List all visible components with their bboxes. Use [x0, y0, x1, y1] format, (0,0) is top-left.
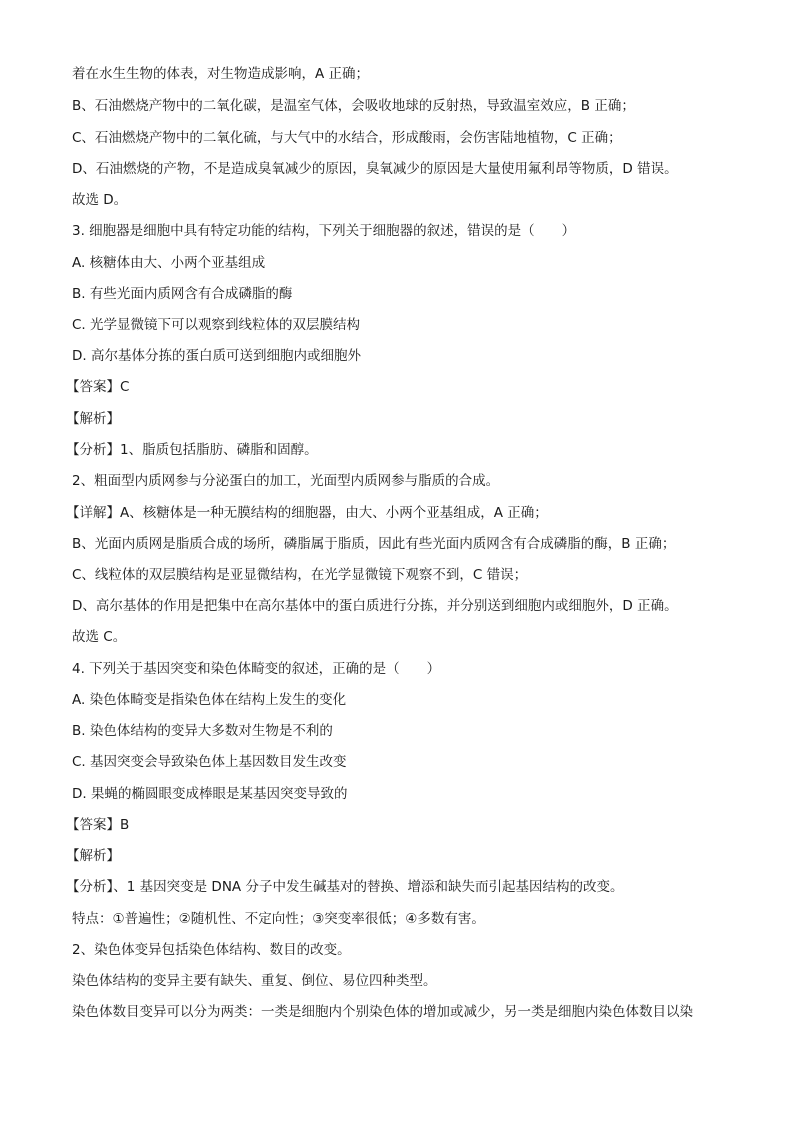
- question-3-option-a: A. 核糖体由大、小两个亚基组成: [72, 255, 266, 271]
- text-line: D、高尔基体的作用是把集中在高尔基体中的蛋白质进行分拣，并分别送到细胞内或细胞外，D 正确。: [72, 598, 678, 614]
- question-4-option-a: A. 染色体畸变是指染色体在结构上发生的变化: [72, 692, 347, 708]
- question-3-analysis-heading: 【解析】: [66, 411, 120, 427]
- question-4-analysis-heading: 【解析】: [66, 848, 120, 864]
- text-line: 染色体结构的变异主要有缺失、重复、倒位、易位四种类型。: [72, 973, 437, 989]
- text-line: C、线粒体的双层膜结构是亚显微结构，在光学显微镜下观察不到，C 错误；: [72, 567, 528, 583]
- text-line: B、石油燃烧产物中的二氧化碳，是温室气体，会吸收地球的反射热，导致温室效应，B 正确；: [72, 98, 635, 114]
- question-4-answer: 【答案】B: [66, 817, 130, 833]
- text-line: 特点：①普遍性；②随机性、不定向性；③突变率很低；④多数有害。: [72, 911, 485, 927]
- question-3-option-c: C. 光学显微镜下可以观察到线粒体的双层膜结构: [72, 317, 361, 333]
- text-line: B、光面内质网是脂质合成的场所，磷脂属于脂质，因此有些光面内质网含有合成磷脂的酶，B 正确；: [72, 536, 676, 552]
- question-4-option-d: D. 果蝇的椭圆眼变成棒眼是某基因突变导致的: [72, 786, 348, 802]
- question-3-option-b: B. 有些光面内质网含有合成磷脂的酶: [72, 286, 293, 302]
- text-line: 2、粗面型内质网参与分泌蛋白的加工，光面型内质网参与脂质的合成。: [72, 473, 500, 489]
- question-3-option-d: D. 高尔基体分拣的蛋白质可送到细胞内或细胞外: [72, 348, 361, 364]
- text-line: D、石油燃烧的产物，不是造成臭氧减少的原因，臭氧减少的原因是大量使用氟利昂等物质，D 错误。: [72, 161, 678, 177]
- question-3-answer: 【答案】C: [66, 379, 130, 395]
- text-line: 着在水生生物的体表，对生物造成影响，A 正确；: [72, 66, 370, 82]
- text-line: 【详解】A、核糖体是一种无膜结构的细胞器，由大、小两个亚基组成，A 正确；: [66, 505, 548, 521]
- text-line: 【分析】1、脂质包括脂肪、磷脂和固醇。: [66, 442, 318, 458]
- text-line: 故选 C。: [72, 629, 127, 645]
- question-4-option-b: B. 染色体结构的变异大多数对生物是不利的: [72, 723, 333, 739]
- text-line: 故选 D。: [72, 192, 128, 208]
- question-3-stem: 3. 细胞器是细胞中具有特定功能的结构，下列关于细胞器的叙述，错误的是（ ）: [72, 223, 576, 239]
- text-line: 2、染色体变异包括染色体结构、数目的改变。: [72, 942, 351, 958]
- text-line: C、石油燃烧产物中的二氧化硫，与大气中的水结合，形成酸雨，会伤害陆地植物，C 正确；: [72, 130, 622, 146]
- text-line: 【分析】、1 基因突变是 DNA 分子中发生碱基对的替换、增添和缺失而引起基因结构的改变。: [66, 879, 624, 895]
- text-line: 染色体数目变异可以分为两类：一类是细胞内个别染色体的增加或减少，另一类是细胞内染色体数目以染: [72, 1004, 693, 1020]
- question-4-option-c: C. 基因突变会导致染色体上基因数目发生改变: [72, 754, 347, 770]
- question-4-stem: 4. 下列关于基因突变和染色体畸变的叙述，正确的是（ ）: [72, 661, 441, 677]
